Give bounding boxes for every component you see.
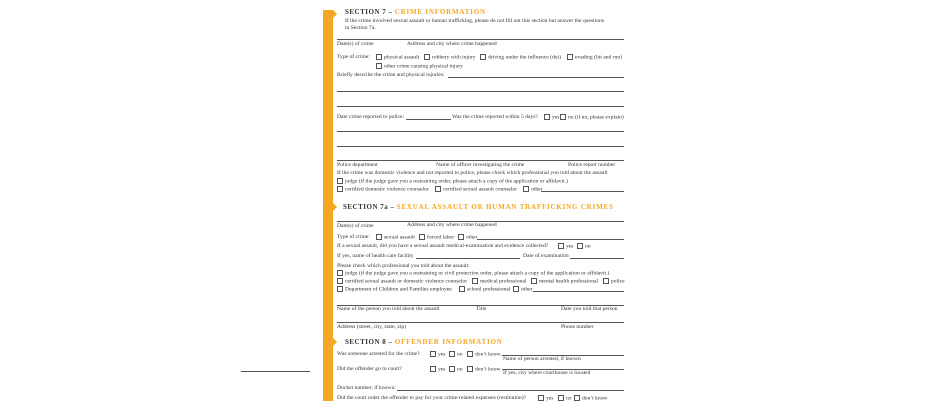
checkbox[interactable] xyxy=(376,63,382,69)
arrested-yes[interactable]: yes xyxy=(430,351,445,357)
facility-label: If yes, name of health care facility xyxy=(337,253,414,259)
court-city-label: If yes, city where courthouse is located xyxy=(503,370,591,376)
checkbox[interactable] xyxy=(574,395,580,401)
crime-type-label: Type of crime: xyxy=(337,54,370,60)
restitution-no[interactable]: no xyxy=(558,395,572,401)
type-dui[interactable]: driving under the influence (dui) xyxy=(480,54,561,60)
type-robbery[interactable]: robbery with injury xyxy=(424,54,476,60)
sa-school-option[interactable]: school professional xyxy=(459,286,510,292)
arrested-no[interactable]: no xyxy=(449,351,463,357)
person-title-label: Title xyxy=(476,306,487,312)
reported-date-label: Date crime reported to police: xyxy=(337,114,405,120)
checkbox[interactable] xyxy=(430,351,436,357)
type-other-physical[interactable]: other crime causing physical injury xyxy=(376,63,463,69)
arrested-question: Was someone arrested for the crime? xyxy=(337,351,420,357)
dv-counselor-option[interactable]: certified domestic violence counselor xyxy=(337,186,429,192)
checkbox[interactable] xyxy=(337,270,343,276)
address-label: Address (street, city, state, zip) xyxy=(337,324,407,330)
person-address-field[interactable] xyxy=(337,322,624,323)
type-physical-assault[interactable]: physical assault xyxy=(376,54,419,60)
checkbox[interactable] xyxy=(472,278,478,284)
date-told-label: Date you told that person xyxy=(561,306,618,312)
checkbox[interactable] xyxy=(531,278,537,284)
sa-address-label: Address and city where crime happened xyxy=(407,222,497,228)
section-7a-marker xyxy=(333,203,337,211)
police-info-field[interactable] xyxy=(337,160,624,161)
within-5-no[interactable]: no (if no, please explain) xyxy=(560,114,624,120)
sa-medical-option[interactable]: medical professional xyxy=(472,278,526,284)
restitution-question: Did the court order the offender to pay for your crime-related expenses (restitution)? xyxy=(337,395,527,401)
sa-type-sexual-assault[interactable]: sexual assault xyxy=(376,234,415,240)
checkbox[interactable] xyxy=(523,186,529,192)
sa-type-other-field[interactable] xyxy=(477,239,624,240)
checkbox[interactable] xyxy=(449,366,455,372)
sa-type-forced-labor[interactable]: forced labor xyxy=(419,234,454,240)
checkbox[interactable] xyxy=(560,114,566,120)
within-5-days-label: Was the crime reported within 5 days? xyxy=(452,114,538,120)
sa-exam-yes[interactable]: yes xyxy=(558,243,573,249)
checkbox[interactable] xyxy=(449,351,455,357)
exam-date-label: Date of examination xyxy=(523,253,569,259)
signature-line xyxy=(241,371,310,372)
sa-exam-question: If a sexual assault, did you have a sexual assault medical-examination and evidence collected? xyxy=(337,243,549,249)
sa-type-label: Type of crime: xyxy=(337,234,370,240)
checkbox[interactable] xyxy=(538,395,544,401)
court-question: Did the offender go to court? xyxy=(337,366,402,372)
checkbox[interactable] xyxy=(435,186,441,192)
explain-field-1[interactable] xyxy=(337,131,624,132)
type-hit-and-run[interactable]: evading (hit and run) xyxy=(567,54,622,60)
checkbox[interactable] xyxy=(376,234,382,240)
crime-date-label: Date(s) of crime xyxy=(337,41,374,47)
docket-field[interactable] xyxy=(397,390,624,391)
sa-judge-option[interactable]: judge (if the judge gave you a restraining or civil protection order, please attach a copy of the application or affidavit.) xyxy=(337,270,609,276)
checkbox[interactable] xyxy=(567,54,573,60)
section-7-heading: SECTION 7 – CRIME INFORMATION xyxy=(345,8,486,16)
crime-date-address-field[interactable] xyxy=(337,39,624,40)
sa-other-option[interactable]: other xyxy=(513,286,533,292)
sa-dcf-option[interactable]: Department of Children and Families employee xyxy=(337,286,452,292)
phone-label: Phone number xyxy=(561,324,594,330)
explain-field-2[interactable] xyxy=(337,146,624,147)
checkbox[interactable] xyxy=(577,243,583,249)
section-7-title: CRIME INFORMATION xyxy=(394,8,486,16)
arrested-dont-know[interactable]: don’t know xyxy=(467,351,501,357)
court-yes[interactable]: yes xyxy=(430,366,445,372)
exam-date-field[interactable] xyxy=(570,258,624,259)
section-side-bar xyxy=(323,10,333,401)
section-7-marker xyxy=(333,10,337,18)
officer-name-label: Name of officer investigating the crime xyxy=(436,162,525,168)
reported-date-field[interactable] xyxy=(406,119,451,120)
arrested-name-label: Name of person arrested, if known xyxy=(503,356,581,362)
section-8-title: OFFENDER INFORMATION xyxy=(394,338,503,346)
checkbox[interactable] xyxy=(480,54,486,60)
checkbox[interactable] xyxy=(337,286,343,292)
court-no[interactable]: no xyxy=(449,366,463,372)
sa-exam-no[interactable]: no xyxy=(577,243,591,249)
sa-counselor-option[interactable]: certified sexual assault counselor xyxy=(435,186,517,192)
checkbox[interactable] xyxy=(419,234,425,240)
report-number-label: Police report number xyxy=(568,162,616,168)
section-7-intro-line2: in Section 7a. xyxy=(345,25,376,31)
section-8-heading: SECTION 8 – OFFENDER INFORMATION xyxy=(345,338,503,346)
docket-label: Docket number, if known: xyxy=(337,385,396,391)
checkbox[interactable] xyxy=(337,178,343,184)
checkbox[interactable] xyxy=(430,366,436,372)
dv-instructions: If the crime was domestic violence and not reported to police, please check which professional you told about the assault xyxy=(337,170,608,176)
court-dont-know[interactable]: don’t know xyxy=(467,366,501,372)
checkbox[interactable] xyxy=(544,114,550,120)
dv-other-option[interactable]: other xyxy=(523,186,543,192)
checkbox[interactable] xyxy=(337,186,343,192)
describe-field-3[interactable] xyxy=(337,106,624,107)
sa-other-field[interactable] xyxy=(533,291,624,292)
sa-date-label: Date(s) of crime xyxy=(337,223,374,229)
checkbox[interactable] xyxy=(513,286,519,292)
police-department-label: Police department xyxy=(337,162,378,168)
facility-field[interactable] xyxy=(416,258,520,259)
sa-police-option[interactable]: police xyxy=(603,278,625,284)
section-7a-heading: SECTION 7a – SEXUAL ASSAULT OR HUMAN TRAFFICKING CRIMES xyxy=(343,203,614,211)
restitution-yes[interactable]: yes xyxy=(538,395,553,401)
sa-told-label: Please check which professional you told about the assault: xyxy=(337,263,470,269)
restitution-dont-know[interactable]: don’t know xyxy=(574,395,608,401)
checkbox[interactable] xyxy=(603,278,609,284)
checkbox[interactable] xyxy=(467,351,473,357)
dv-other-field[interactable] xyxy=(541,191,624,192)
sa-mental-health-option[interactable]: mental health professional xyxy=(531,278,598,284)
checkbox[interactable] xyxy=(376,54,382,60)
checkbox[interactable] xyxy=(467,366,473,372)
crime-address-label: Address and city where crime happened xyxy=(407,41,497,47)
checkbox[interactable] xyxy=(424,54,430,60)
describe-field-1[interactable] xyxy=(448,77,624,78)
dv-judge-option[interactable]: judge (if the judge gave you a restraining order, please attach a copy of the application or affidavit.) xyxy=(337,178,568,184)
checkbox[interactable] xyxy=(459,286,465,292)
describe-field-2[interactable] xyxy=(337,91,624,92)
checkbox[interactable] xyxy=(458,234,464,240)
checkbox[interactable] xyxy=(558,243,564,249)
section-7a-title: SEXUAL ASSAULT OR HUMAN TRAFFICKING CRIMES xyxy=(396,203,614,211)
section-8-marker xyxy=(333,338,337,346)
person-told-label: Name of the person you told about the assault xyxy=(337,306,440,312)
describe-label: Briefly describe the crime and physical injuries: xyxy=(337,72,445,78)
sa-counselor-option[interactable]: certified sexual assault or domestic violence counselor xyxy=(337,278,467,284)
checkbox[interactable] xyxy=(558,395,564,401)
sa-type-other[interactable]: other xyxy=(458,234,478,240)
checkbox[interactable] xyxy=(337,278,343,284)
section-7-intro-line1: If the crime involved sexual assault or human trafficking, please do not fill out this section but answer the questions xyxy=(345,18,605,24)
within-5-yes[interactable]: yes xyxy=(544,114,559,120)
